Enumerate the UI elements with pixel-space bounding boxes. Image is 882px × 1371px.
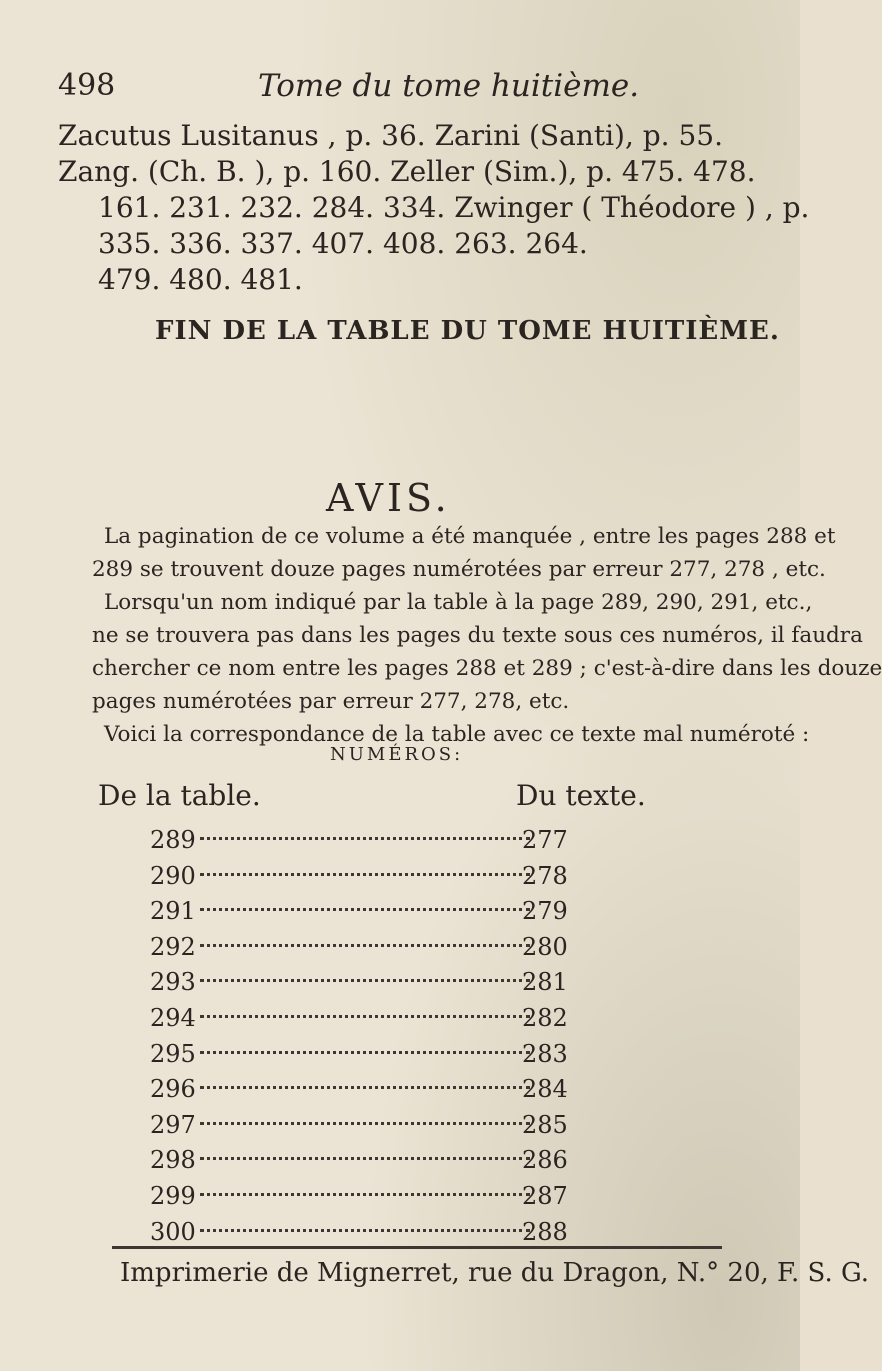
table-number: 291	[150, 897, 196, 926]
table-number: 300	[150, 1217, 196, 1246]
table-row	[150, 1215, 610, 1251]
texte-number: 288	[522, 1217, 568, 1246]
texte-number: 280	[522, 932, 568, 961]
horizontal-rule	[112, 1246, 722, 1249]
index-line: Zang. (Ch. B. ), p. 160. Zeller (Sim.), p. 475. 478.	[58, 155, 756, 188]
texte-number: 281	[522, 968, 568, 997]
running-head	[58, 68, 758, 108]
running-title: Tome du tome huitième.	[258, 68, 640, 104]
texte-number: 279	[522, 897, 568, 926]
printer-imprint: Imprimerie de Mignerret, rue du Dragon, N.° 20, F. S. G.	[120, 1258, 870, 1288]
avis-title: AVIS.	[326, 476, 451, 520]
table-number: 294	[150, 1003, 196, 1032]
index-entries	[58, 118, 810, 298]
table-row	[150, 894, 610, 930]
column-header-texte: Du texte.	[516, 779, 646, 812]
avis-line: 289 se trouvent douze pages numérotées par erreur 277, 278 , etc.	[92, 557, 826, 582]
dot-leader	[200, 979, 530, 982]
index-line: 479. 480. 481.	[98, 263, 303, 296]
column-header-table: De la table.	[98, 779, 261, 812]
table-number: 289	[150, 826, 196, 854]
table-row	[150, 823, 610, 859]
table-number: 290	[150, 861, 196, 890]
dot-leader	[200, 837, 530, 840]
texte-number: 282	[522, 1003, 568, 1032]
dot-leader	[200, 1193, 530, 1196]
texte-number: 277	[522, 826, 568, 854]
correspondence-table	[150, 823, 610, 1250]
dot-leader	[200, 1229, 530, 1232]
texte-number: 286	[522, 1146, 568, 1175]
table-row	[150, 1179, 610, 1215]
dot-leader	[200, 1086, 530, 1089]
avis-line: ne se trouvera pas dans les pages du texte sous ces numéros, il faudra	[92, 623, 863, 648]
numeros-heading: NUMÉROS:	[330, 744, 464, 765]
dot-leader	[200, 873, 530, 876]
avis-line: La pagination de ce volume a été manquée , entre les pages 288 et	[104, 524, 836, 549]
table-number: 297	[150, 1110, 196, 1139]
table-row	[150, 1072, 610, 1108]
table-number: 299	[150, 1181, 196, 1210]
table-number: 298	[150, 1146, 196, 1175]
avis-line: Voici la correspondance de la table avec ce texte mal numéroté :	[104, 722, 810, 747]
dot-leader	[200, 1122, 530, 1125]
page-number: 498	[58, 68, 116, 103]
texte-number: 278	[522, 861, 568, 890]
avis-line: chercher ce nom entre les pages 288 et 289 ; c'est-à-dire dans les douze	[92, 656, 882, 681]
table-row	[150, 1037, 610, 1073]
index-line: 161. 231. 232. 284. 334. Zwinger ( Théodore ) , p.	[98, 191, 810, 224]
index-line: Zacutus Lusitanus , p. 36. Zarini (Santi), p. 55.	[58, 119, 723, 152]
table-row	[150, 1001, 610, 1037]
dot-leader	[200, 908, 530, 911]
table-number: 295	[150, 1039, 196, 1068]
table-number: 293	[150, 968, 196, 997]
index-line: 335. 336. 337. 407. 408. 263. 264.	[98, 227, 588, 260]
avis-line: pages numérotées par erreur 277, 278, etc.	[92, 689, 570, 714]
table-row	[150, 1143, 610, 1179]
dot-leader	[200, 1051, 530, 1054]
table-number: 292	[150, 932, 196, 961]
table-row	[150, 930, 610, 966]
texte-number: 287	[522, 1181, 568, 1210]
table-row	[150, 1108, 610, 1144]
end-of-table-title: FIN DE LA TABLE DU TOME HUITIÈME.	[155, 316, 780, 346]
texte-number: 285	[522, 1110, 568, 1139]
table-number: 296	[150, 1075, 196, 1104]
texte-number: 283	[522, 1039, 568, 1068]
avis-body	[60, 520, 882, 751]
table-row	[150, 965, 610, 1001]
table-row	[150, 859, 610, 895]
dot-leader	[200, 1015, 530, 1018]
dot-leader	[200, 1157, 530, 1160]
avis-line: Lorsqu'un nom indiqué par la table à la page 289, 290, 291, etc.,	[104, 590, 813, 615]
dot-leader	[200, 944, 530, 947]
texte-number: 284	[522, 1075, 568, 1104]
